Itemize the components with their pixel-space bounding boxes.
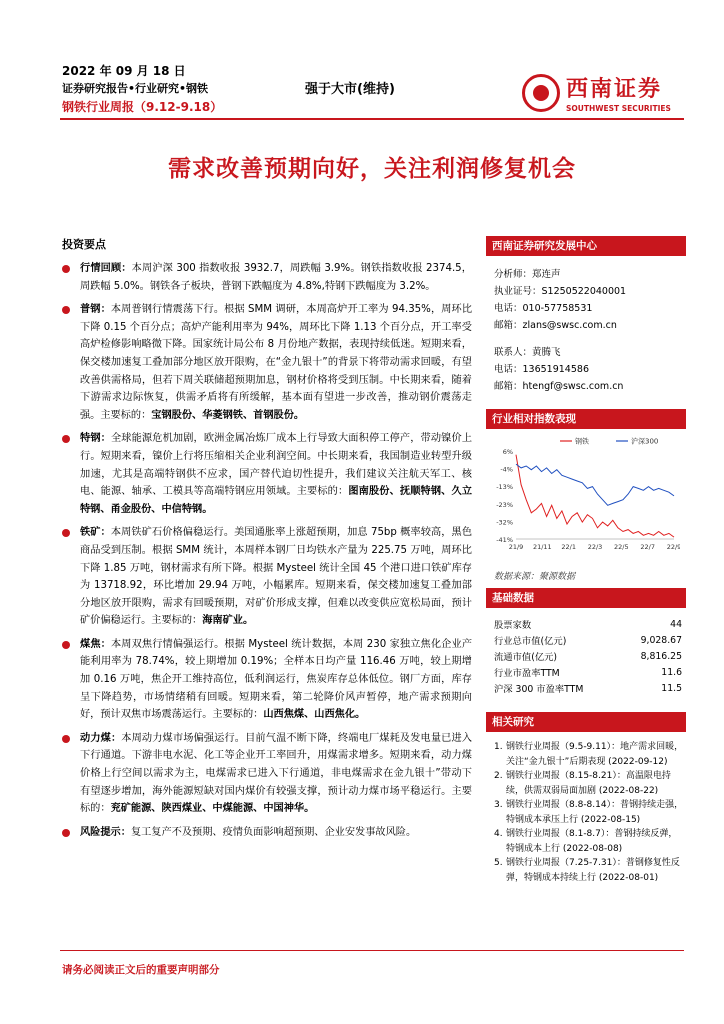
item-text: 钢铁行业周报（8.1-8.7）：普钢持续反弹，特钢成本上行 (2022-08-08) bbox=[506, 829, 678, 854]
paragraph bbox=[62, 524, 472, 630]
paragraph-stocks: 海南矿业。 bbox=[202, 615, 254, 627]
bullet-icon bbox=[62, 735, 70, 743]
list-item[interactable] bbox=[494, 827, 686, 856]
analyst-line: 电话：13651914586 bbox=[494, 364, 589, 375]
footer-disclaimer[interactable]: 请务必阅读正文后的重要声明部分 bbox=[62, 964, 220, 976]
legend-label: 钢铁 bbox=[575, 437, 589, 446]
company-logo bbox=[522, 72, 682, 120]
row-value: 11.6 bbox=[661, 666, 682, 678]
analyst-line: 电话：010-57758531 bbox=[494, 303, 593, 314]
paragraph bbox=[62, 301, 472, 424]
list-item[interactable] bbox=[494, 798, 686, 827]
row-label: 行业市盈率TTM bbox=[494, 668, 560, 679]
x-tick-label: 22/9 bbox=[666, 543, 680, 551]
paragraph-stocks: 山西焦煤、山西焦化。 bbox=[263, 709, 366, 721]
item-index: 4. bbox=[494, 829, 503, 839]
y-tick-label: -13% bbox=[496, 483, 513, 492]
risk-lead: 风险提示： bbox=[80, 826, 131, 838]
analyst-line: 邮箱：zlans@swsc.com.cn bbox=[494, 320, 617, 331]
item-text: 钢铁行业周报（8.8-8.14）：普钢持续走强，特钢成本承压上行 (2022-08-15) bbox=[506, 800, 684, 825]
x-tick-label: 22/7 bbox=[640, 543, 655, 551]
bullet-icon bbox=[62, 265, 70, 273]
paragraph-lead: 普钢： bbox=[80, 304, 111, 316]
relative-index-chart bbox=[490, 433, 680, 563]
analyst-line: 分析师：郑连声 bbox=[494, 269, 561, 280]
bullet-icon bbox=[62, 435, 70, 443]
paragraph bbox=[62, 730, 472, 818]
paragraph bbox=[62, 430, 472, 518]
risk-text: 复工复产不及预期、疫情负面影响超预期、企业安发事故风险。 bbox=[130, 826, 417, 838]
paragraph-stocks: 图南股份、抚顺特钢、久立特钢、甬金股份、中信特钢。 bbox=[80, 486, 473, 515]
row-value: 11.5 bbox=[661, 682, 682, 694]
related-list bbox=[486, 732, 686, 885]
y-tick-label: -41% bbox=[496, 536, 513, 544]
report-date: 2022 年 09 月 18 日 bbox=[62, 64, 186, 78]
logo-mark-icon bbox=[522, 74, 560, 112]
basic-title: 基础数据 bbox=[486, 588, 686, 608]
logo-cn-name: 西南证券 bbox=[566, 77, 663, 102]
logo-en-name: SOUTHWEST SECURITIES bbox=[566, 104, 671, 113]
basic-data-table bbox=[494, 616, 682, 696]
paragraph-lead: 铁矿： bbox=[80, 527, 111, 539]
row-label: 行业总市值(亿元) bbox=[494, 636, 567, 647]
footer-divider bbox=[60, 950, 684, 951]
analyst-line: 邮箱：htengf@swsc.com.cn bbox=[494, 381, 624, 392]
item-index: 1. bbox=[494, 742, 503, 752]
list-item[interactable] bbox=[494, 769, 686, 798]
bullet-icon bbox=[62, 306, 70, 314]
main-column bbox=[62, 236, 472, 847]
related-title: 相关研究 bbox=[486, 712, 686, 732]
item-index: 2. bbox=[494, 771, 503, 781]
y-tick-label: 6% bbox=[502, 448, 513, 456]
item-index: 5. bbox=[494, 858, 503, 868]
series-line-steel bbox=[516, 455, 674, 537]
legend-label: 沪深300 bbox=[631, 437, 659, 446]
paragraph-lead: 煤焦： bbox=[80, 638, 111, 650]
item-index: 3. bbox=[494, 800, 503, 810]
spacer bbox=[494, 334, 680, 344]
paragraph-list bbox=[62, 260, 472, 818]
data-source: 数据来源：聚源数据 bbox=[494, 572, 576, 582]
table-row bbox=[494, 648, 682, 664]
paragraph-text: 本周铁矿石价格偏稳运行。美国通胀率上涨超预期，加息 75bp 概率较高，黑色商品受到压制。根据 SMM 统计，本周样本钢厂日均铁水产量为 225.75 万吨，周环比下降 1.85 万吨，钢材需求有所下降。根据 Mysteel 统计全国 45 个港口进口铁矿库存为 13718.92，环比增加 29.94 万吨，小幅累库。短期来看，保交楼加速复工叠加部分地区放开限购，需求有回暖预期，对矿价形成支撑，但难以改变供应宽松局面，预计矿价偏稳运行。主要标的： bbox=[80, 527, 473, 627]
weekly-label: 钢铁行业周报（9.12-9.18） bbox=[62, 100, 223, 114]
list-item[interactable] bbox=[494, 856, 686, 885]
row-value: 44 bbox=[670, 618, 682, 630]
table-row bbox=[494, 680, 682, 696]
analyst-line: 执业证号：S1250522040001 bbox=[494, 286, 627, 297]
paragraph-text: 全球能源危机加剧，欧洲金属冶炼厂成本上行导致大面积停工停产，带动镍价上行。短期来看，镍价上行将压缩相关企业利润空间。中长期来看，我国制造业转型升级加速，尤其是高端特钢供不应求，国产替代迫切性提升，我们建议关注航天军工、核电、能源、轴承、工模具等高端特钢应用领域。主要标的： bbox=[80, 433, 473, 498]
x-tick-label: 21/11 bbox=[532, 543, 552, 551]
y-tick-label: -4% bbox=[500, 465, 513, 474]
chart-svg bbox=[490, 433, 680, 563]
header-divider bbox=[60, 118, 684, 120]
report-type: 证券研究报告•行业研究•钢铁 bbox=[62, 82, 209, 95]
paragraph-lead: 特钢： bbox=[80, 433, 111, 445]
item-text: 钢铁行业周报（9.5-9.11）：地产需求回暖，关注“金九银十”后期表现 (2022-09-12) bbox=[506, 742, 684, 767]
table-row bbox=[494, 664, 682, 680]
list-item[interactable] bbox=[494, 740, 686, 769]
row-label: 流通市值(亿元) bbox=[494, 652, 558, 663]
bullet-icon bbox=[62, 829, 70, 837]
paragraph-lead: 行情回顾： bbox=[80, 263, 132, 274]
analyst-info bbox=[486, 256, 686, 395]
section-title: 投资要点 bbox=[62, 238, 106, 251]
paragraph-text: 本周普钢行情震荡下行。根据 SMM 调研，本周高炉开工率为 94.35%，周环比下降 0.15 个百分点；高炉产能利用率为 94%，周环比下降 1.13 个百分点，开工率受高炉检修影响略微下降。国家统计局公布 8 月份地产数据，表现持续低迷。短期来看，保交楼加速复工叠加部分地区放开限购，在“金九银十”的背景下将带动需求回暖，有望改善供需格局，但若下周关联储超预期加息，钢材价格将受到压制。中长期来看，随着下游需求边际恢复，供需矛盾将有所缓解，基本面有望进一步改善，推动钢价震荡走强。主要标的： bbox=[80, 304, 473, 421]
item-text: 钢铁行业周报（8.15-8.21）：高温限电持续，供需双弱局面加剧 (2022-08-22) bbox=[506, 771, 671, 796]
report-title: 需求改善预期向好，关注利润修复机会 bbox=[168, 156, 576, 182]
paragraph bbox=[62, 636, 472, 724]
item-text: 钢铁行业周报（7.25-7.31）：普钢修复性反弹，特钢成本持续上行 (2022-08-01) bbox=[506, 858, 680, 883]
paragraph-stocks: 宝钢股份、华菱钢铁、首钢股份。 bbox=[151, 409, 305, 421]
x-tick-label: 22/3 bbox=[587, 543, 603, 551]
rating: 强于大市(维持) bbox=[305, 82, 395, 97]
paragraph-text: 本周动力煤市场偏强运行。目前气温不断下降，终端电厂煤耗及发电量已进入下行通道。下游非电水泥、化工等企业开工率回升，用煤需求增多。短期来看，动力煤价格上行空间以需求为主，电煤需求已进入下行通道，非电煤需求在金九银十”带动下有望逐步增加，海外能源短缺对国内煤价有较强支撑，预计动力煤市场平稳运行。主要标的： bbox=[80, 732, 473, 815]
team-title: 西南证券研究发展中心 bbox=[486, 236, 686, 256]
x-tick-label: 21/9 bbox=[508, 543, 524, 551]
paragraph-stocks: 兖矿能源、陕西煤业、中煤能源、中国神华。 bbox=[110, 803, 315, 815]
paragraph-text: 本周双焦行情偏强运行。根据 Mysteel 统计数据，本周 230 家独立焦化企业产能利用率为 78.74%，较上期增加 0.19%；全样本日均产量 116.46 万吨，较上期增加 0.16 万吨，焦企开工维持高位，低利润运行，焦炭库存总体低位。钢厂方面，库存呈下降趋势，市场情绪稍有回暖。短期来看，第二轮降价风声暂停，地产需求预期向好，预计双焦市场震荡运行。主要标的： bbox=[80, 638, 473, 721]
bullet-icon bbox=[62, 529, 70, 537]
row-label: 股票家数 bbox=[494, 620, 532, 631]
table-row bbox=[494, 616, 682, 632]
analyst-line: 联系人：黄腾飞 bbox=[494, 347, 561, 358]
row-value: 8,816.25 bbox=[640, 650, 682, 662]
chart-title: 行业相对指数表现 bbox=[486, 409, 686, 429]
paragraph bbox=[62, 260, 472, 295]
risk-paragraph bbox=[62, 824, 472, 842]
series-line-hs300 bbox=[516, 464, 674, 505]
x-tick-label: 22/1 bbox=[561, 543, 576, 551]
paragraph-lead: 动力煤： bbox=[80, 732, 122, 744]
paragraph-text: 本周沪深 300 指数收报 3932.7，周跌幅 3.9%。钢铁指数收报 2374.5，周跌幅 5.0%。钢铁各子板块，普钢下跌幅度为 4.8%,特钢下跌幅度为 3.2%。 bbox=[80, 263, 472, 292]
row-value: 9,028.67 bbox=[640, 634, 682, 646]
bullet-icon bbox=[62, 641, 70, 649]
sidebar bbox=[486, 236, 686, 885]
y-tick-label: -32% bbox=[496, 518, 513, 527]
y-tick-label: -23% bbox=[496, 500, 513, 509]
table-row bbox=[494, 632, 682, 648]
row-label: 沪深 300 市盈率TTM bbox=[494, 684, 584, 695]
x-tick-label: 22/5 bbox=[614, 543, 629, 551]
